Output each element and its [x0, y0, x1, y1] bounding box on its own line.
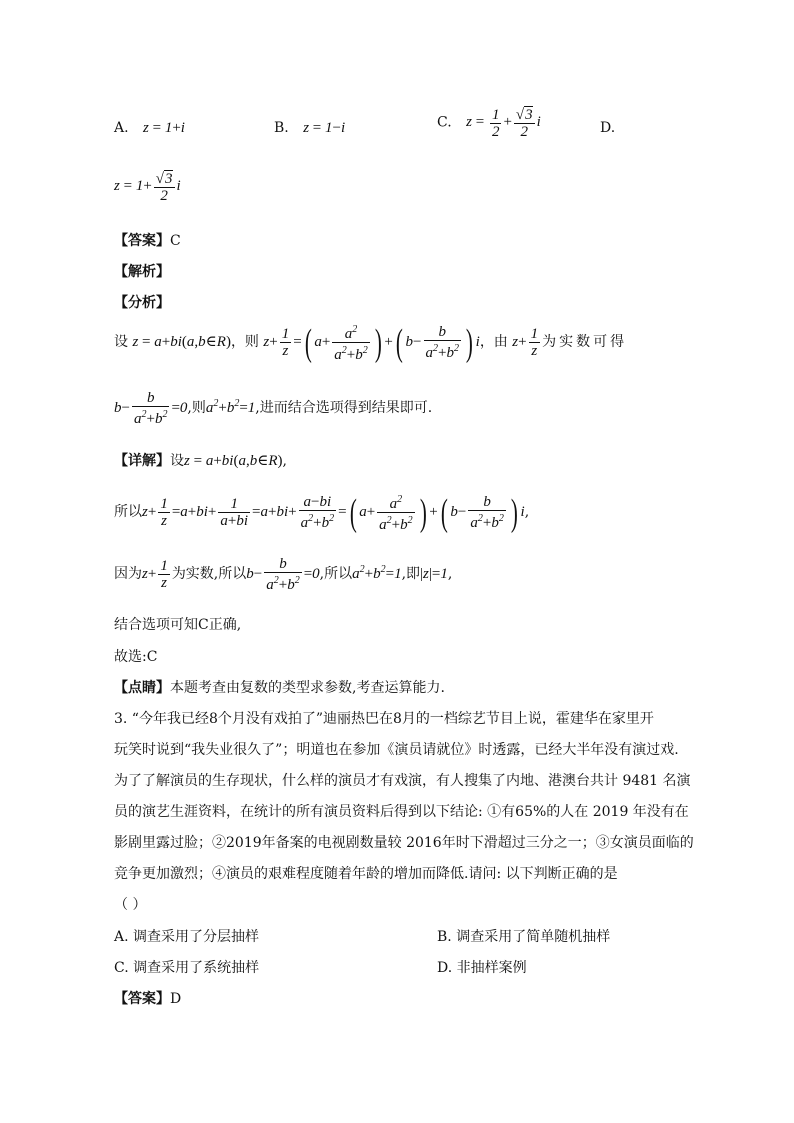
detail-text: , [524, 503, 530, 520]
option-b [274, 120, 345, 137]
q3-option-c: C. 调查采用了系统抽样 [114, 960, 260, 976]
q3-line-2: 玩笑时说到“我失业很久了”；明道也在参加《演员请就位》时透露，已经大半年没有演过戏. [114, 742, 679, 758]
detail-text: 因为 [114, 565, 142, 582]
fenxi-line-1: 设 z = a+bi(a,b∈R)，则 z+ $\frac{1}{z}$ =( a+ $\frac{a^2}{a^2+b^2}$ ) +( b− $\frac{b}{a^2+b^2}$ ) i，由 z+ $\frac{1}{z}$ 为实数可得 [114, 321, 628, 364]
answer-1 [114, 230, 181, 250]
answer-value: D [170, 991, 182, 1007]
fenxi-tag: 【分析】 [114, 295, 170, 311]
detail-line-1: 【详解】设z = a+bi(a,b∈R), [114, 453, 287, 469]
detail-text: 为实数,所以 [171, 565, 247, 582]
fenxi-line-2: b− $\frac{b}{a^2+b^2}$ =0,则$a^2+b^2=1$,进而结合选项得到结果即可. [114, 390, 433, 427]
option-c-formula: z = $\frac{1}{2}$ + $\frac{√3}{2}$ i [466, 106, 541, 140]
detail-text: 所以 [114, 503, 142, 520]
detail-tag: 【详解】 [114, 453, 170, 469]
answer-tag: 【答案】 [114, 233, 170, 249]
comment [114, 677, 445, 697]
comment-text: 本题考查由复数的类型求参数,考查运算能力. [170, 680, 445, 696]
q3-line-6: 竞争更加激烈；④演员的艰难程度随着年龄的增加而降低.请问: 以下判断正确的是 [114, 866, 618, 882]
answer-value: C [170, 233, 181, 249]
detail-text: 设 [170, 453, 184, 469]
answer-3 [114, 988, 181, 1008]
q3-line-4: 员的演艺生涯资料，在统计的所有演员资料后得到以下结论: ①有65%的人在 2019 年没有在 [114, 804, 689, 820]
detail-text: ,所以 [319, 565, 353, 582]
q3-line-1: 3. “今年我已经8个月没有戏拍了”迪丽热巴在8月的一档综艺节目上说，霍建华在家里开 [114, 711, 654, 727]
q3-line-5: 影剧里露过脸；②2019年备案的电视剧数量较 2016年时下滑超过三分之一；③女演员面临的 [114, 835, 694, 851]
fenxi-text: 为实数可得 [542, 333, 628, 350]
option-d-label: D. [600, 120, 616, 136]
q3-option-d: D. 非抽样案例 [437, 960, 527, 976]
detail-text: ,即 [401, 565, 421, 582]
detail-line-3: 因为z+ $\frac{1}{z}$ 为实数,所以b− $\frac{b}{a^2+b^2}$ =0,所以$a^2+b^2=1$,即|z|=1, [114, 556, 453, 593]
fenxi-text: ,进而结合选项得到结果即可. [255, 399, 433, 416]
detail-line-4: 结合选项可知C正确, [114, 617, 242, 633]
option-c-label: C. [437, 114, 452, 131]
option-a-label: A. [114, 120, 129, 136]
detail-line-5: 故选:C [114, 649, 158, 665]
option-b-formula: z = 1−i [303, 120, 346, 136]
fenxi-text: ，由 [479, 333, 508, 350]
detail-line-2: 所以z+ $\frac{1}{z}$ =a+bi+ $\frac{1}{a+bi}$ =a+bi+ $\frac{a-bi}{a^2+b^2}$ =( a+ $\frac{a^2}{a^2+b^2}$ ) +( b− $\frac{b}{a^2+b^2}$ ) i, [114, 491, 530, 534]
analysis-tag: 【解析】 [114, 264, 170, 280]
option-c [437, 106, 541, 140]
q3-option-b: B. 调查采用了简单随机抽样 [437, 929, 611, 945]
answer-tag: 【答案】 [114, 991, 170, 1007]
comment-tag: 【点睛】 [114, 680, 170, 696]
fenxi-text: ，则 [230, 333, 259, 350]
q3-option-a: A. 调查采用了分层抽样 [114, 929, 260, 945]
fenxi-text: 设 [114, 333, 128, 350]
fenxi-text: ,则 [187, 399, 206, 416]
detail-text: , [447, 565, 453, 582]
option-a [114, 120, 185, 137]
detail-text: , [282, 453, 287, 469]
option-d-formula: z = 1+ $\frac{√3}{2}$ i [114, 171, 181, 204]
q3-line-3: 为了了解演员的生存现状，什么样的演员才有戏演，有人搜集了内地、港澳台共计 9481 名演 [114, 773, 691, 789]
q3-blank: （ ） [114, 897, 147, 913]
option-a-formula: z = 1+i [143, 120, 185, 136]
option-b-label: B. [274, 120, 289, 136]
